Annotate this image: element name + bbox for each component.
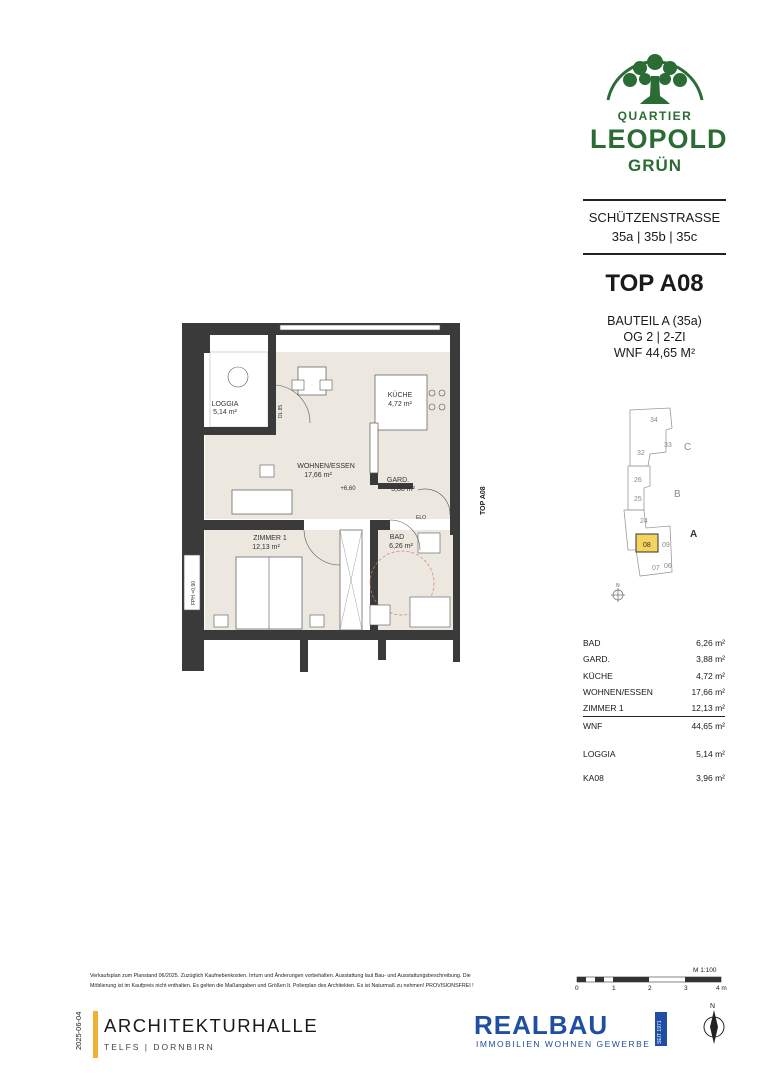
keyplan-label: 26	[634, 477, 642, 484]
dl-label: DL 85	[278, 404, 284, 418]
elo-label: ELO	[415, 515, 427, 521]
floor: OG 2 | 2-ZI	[623, 330, 686, 344]
developer-badge	[655, 1012, 667, 1046]
keyplan-label: 34	[650, 417, 658, 424]
house-numbers: 35a | 35b | 35c	[611, 229, 698, 244]
area-value: 44,65 m²	[691, 720, 725, 731]
north-arrow-icon	[611, 583, 625, 602]
area-name: WOHNEN/ESSEN	[583, 687, 653, 698]
developer-tagline: IMMOBILIEN WOHNEN GEWERBE	[476, 1039, 651, 1049]
floor-plan	[170, 315, 500, 675]
keyplan-label: 24	[640, 518, 648, 525]
logo-line-3: GRÜN	[627, 156, 683, 175]
keyplan-label: 08	[643, 542, 651, 549]
room-area-loggia: 5,14 m²	[213, 409, 237, 416]
architect-accent-bar	[93, 1011, 98, 1058]
keyplan-label: C	[684, 442, 692, 453]
area-value: 3,88 m²	[696, 654, 725, 665]
keyplan-label: 09	[662, 542, 670, 549]
area-name: KÜCHE	[583, 670, 613, 681]
room-label-living: WOHNEN/ESSEN	[297, 463, 355, 470]
scale-tick: 3	[684, 985, 688, 992]
room-area-kitchen: 4,72 m²	[388, 401, 412, 408]
fph-label: FPH =0,90	[191, 580, 197, 605]
developer-logo: REALBAU	[474, 1010, 609, 1040]
area-table	[583, 635, 725, 786]
scale-tick: 1	[612, 985, 616, 992]
area-value: 12,13 m²	[691, 703, 725, 714]
table-row	[583, 746, 725, 762]
scale-tick: 4 m	[716, 985, 727, 992]
level-mark: +6,60	[340, 486, 356, 492]
area-name: BAD	[583, 638, 601, 649]
room-area-bedroom: 12,13 m²	[252, 544, 280, 551]
logo-line-2: LEOPOLD	[590, 124, 728, 154]
unit-title: TOP A08	[605, 270, 704, 297]
room-label-bath: BAD	[389, 534, 405, 541]
divider	[583, 253, 726, 255]
area-name: LOGGIA	[583, 748, 616, 759]
area-name: KA08	[583, 773, 604, 784]
address-block	[583, 208, 726, 246]
keyplan-label: B	[674, 489, 681, 500]
shower-icon	[410, 597, 450, 627]
keyplan-label: 25	[634, 496, 642, 503]
legal-note	[90, 971, 545, 991]
area-name: WNF	[583, 720, 603, 731]
keyplan-label: 07	[652, 565, 660, 572]
divider	[583, 199, 726, 201]
table-row	[583, 651, 725, 667]
compass-north-label: N	[710, 1003, 716, 1010]
legal-note-line: Möblierung ist im Kaufpreis nicht enthalten. Es gelten die Maßangaben und Größen lt. Polierplan des Architekten. Es ist Naturmaß zu nehmen! PROVISIONSFREI !	[90, 983, 474, 989]
table-row	[583, 700, 725, 716]
architect-locations: TELFS | DORNBIRN	[104, 1042, 215, 1052]
room-label-bedroom: ZIMMER 1	[253, 535, 287, 542]
developer-badge-text: SEIT 1971	[657, 1020, 663, 1044]
area-value: 6,26 m²	[696, 638, 725, 649]
plan-top-label: TOP A08	[480, 486, 487, 515]
area-name: GARD.	[583, 654, 610, 665]
tree-icon	[590, 48, 720, 118]
table-row	[583, 684, 725, 700]
area-value: 5,14 m²	[696, 748, 725, 759]
room-label-gard: GARD.	[386, 477, 410, 484]
room-area-gard: 3,88 m²	[391, 486, 415, 493]
architect-name: ARCHITEKTURHALLE	[104, 1015, 319, 1036]
toilet-icon	[418, 533, 440, 553]
north-compass-icon	[700, 1000, 730, 1055]
keyplan-label: 33	[664, 442, 672, 449]
scale-tick: 0	[575, 985, 579, 992]
unit-meta	[583, 313, 726, 361]
keyplan-label: 32	[637, 450, 645, 457]
logo-line-1: QUARTIER	[617, 109, 693, 123]
table-row	[583, 635, 725, 651]
scale-bar	[575, 975, 725, 985]
brand-logo	[590, 48, 728, 183]
sofa	[232, 490, 292, 514]
legal-note-line: Verkaufsplan zum Planstand 06/2025. Zuzüglich Kaufnebenkosten. Irrtum und Änderungen vorbehalten. Ausstattung laut Bau- und Ausstattungsbeschreibung. Die	[90, 973, 471, 979]
room-label-kitchen: KÜCHE	[387, 392, 413, 399]
scale-tick: 2	[648, 985, 652, 992]
room-area-living: 17,66 m²	[304, 472, 332, 479]
keyplan-label: A	[690, 529, 698, 540]
north-label: N	[616, 583, 620, 589]
table-row	[583, 668, 725, 684]
bauteil: BAUTEIL A (35a)	[607, 314, 702, 328]
keyplan-label: 06	[664, 563, 672, 570]
area-value: 4,72 m²	[696, 670, 725, 681]
sink-icon	[370, 605, 390, 625]
area-name: ZIMMER 1	[583, 703, 624, 714]
plan-date: 2025-06-04	[74, 1011, 83, 1050]
street: SCHÜTZENSTRASSE	[588, 210, 721, 225]
scale-label: M 1:100	[693, 967, 717, 974]
table-row-total	[583, 716, 725, 733]
table-row	[583, 770, 725, 786]
room-label-loggia: LOGGIA	[211, 401, 239, 408]
area-value: 17,66 m²	[691, 687, 725, 698]
area-value: 3,96 m²	[696, 773, 725, 784]
room-area-bath: 6,26 m²	[389, 543, 413, 550]
wnf: WNF 44,65 M²	[613, 346, 696, 360]
key-plan	[600, 400, 720, 605]
